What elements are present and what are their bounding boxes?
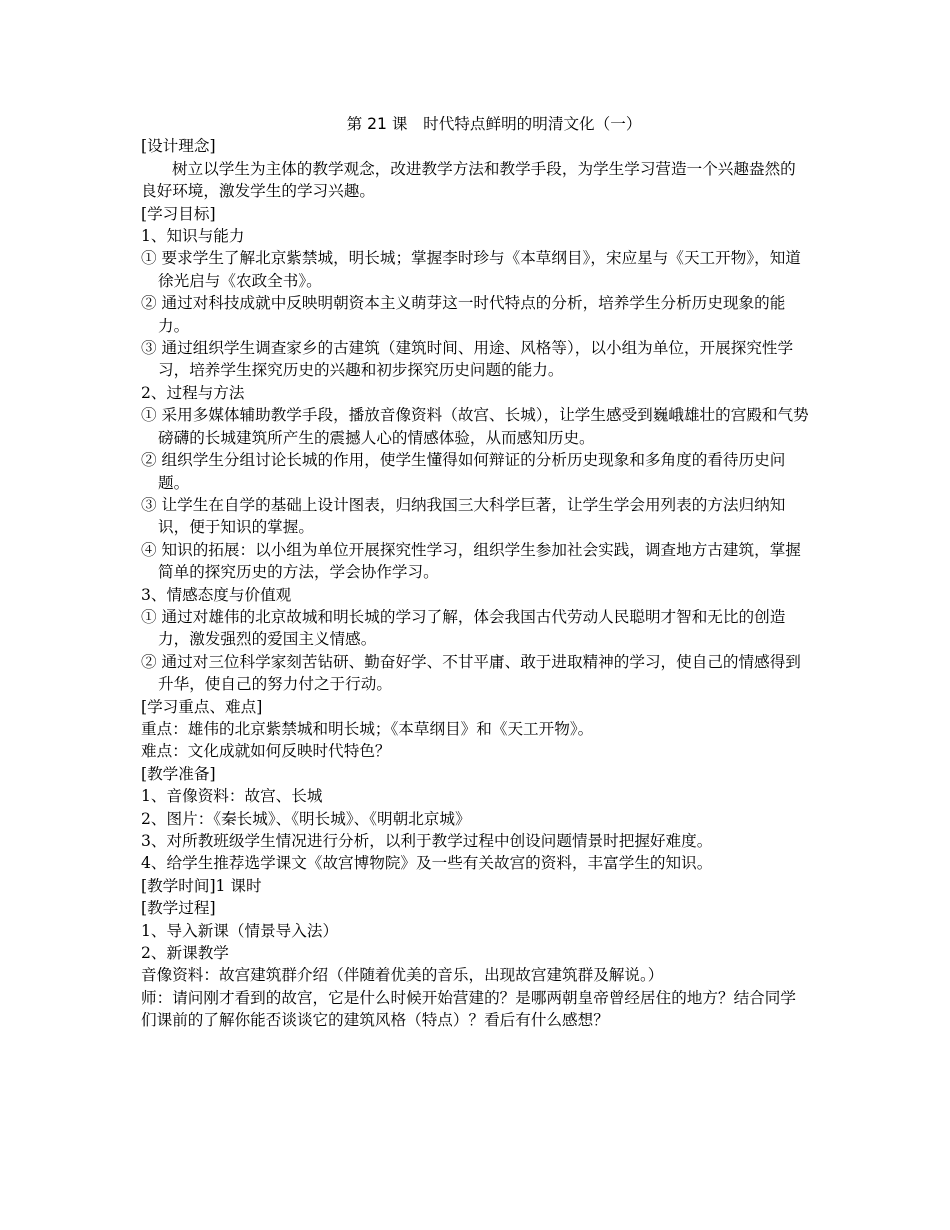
process-item: 音像资料：故宫建筑群介绍（伴随着优美的音乐，出现故宫建筑群及解说。） [141,966,664,985]
goal2-item: ③ 让学生在自学的基础上设计图表，归纳我国三大科学巨著，让学生学会用列表的方法归纳知识，便于知识的掌握。 [141,495,786,537]
design-idea-text: 树立以学生为主体的教学观念，改进教学方法和教学手段，为学生学习营造一个兴趣盎然的良好环境，激发学生的学习兴趣。 [141,159,796,201]
goals-heading: [学习目标] [141,204,216,223]
goal2-heading: 2、过程与方法 [141,383,245,402]
goal2-item: ④ 知识的拓展：以小组为单位开展探究性学习，组织学生参加社会实践，调查地方古建筑，掌握简单的探究历史的方法，学会协作学习。 [141,540,801,582]
goal3-item: ② 通过对三位科学家刻苦钻研、勤奋好学、不甘平庸、敢于进取精神的学习，使自己的情感得到升华，使自己的努力付之于行动。 [141,652,801,694]
time-line: [教学时间]1 课时 [141,876,262,895]
prep-heading: [教学准备] [141,764,216,783]
prep-item: 3、对所教班级学生情况进行分析，以利于教学过程中创设问题情景时把握好难度。 [141,832,713,850]
goal1-heading: 1、知识与能力 [141,227,245,246]
goal1-item: ① 要求学生了解北京紫禁城，明长城；掌握李时珍与《本草纲目》，宋应星与《天工开物》，知道徐光启与《农政全书》。 [141,249,801,290]
key-point: 重点：雄伟的北京紫禁城和明长城；《本草纲目》和《天工开物》。 [141,719,594,738]
goal1-item: ③ 通过组织学生调查家乡的古建筑（建筑时间、用途、风格等），以小组为单位，开展探究性学习，培养学生探究历史的兴趣和初步探究历史问题的能力。 [141,339,794,380]
prep-item: 2、图片：《秦长城》、《明长城》、《明朝北京城》 [141,809,471,828]
design-idea-heading: [设计理念] [141,137,216,156]
goal3-heading: 3、情感态度与价值观 [141,585,292,604]
goal3-item: ① 通过对雄伟的北京故城和明长城的学习了解，体会我国古代劳动人民聪明才智和无比的创造力，激发强烈的爱国主义情感。 [141,607,786,649]
page-title: 第 21 课 时代特点鲜明的明清文化（一） [346,115,642,133]
key-heading: [学习重点、难点] [141,697,263,716]
difficult-point: 难点：文化成就如何反映时代特色？ [141,742,391,761]
process-item: 1、导入新课（情景导入法） [141,921,339,940]
process-item: 师：请问刚才看到的故宫，它是什么时候开始营建的？是哪两朝皇帝曾经居住的地方？结合同学们课前的了解你能否谈谈它的建筑风格（特点）？看后有什么感想？ [141,988,796,1030]
prep-item: 4、给学生推荐选学课文《故宫博物院》及一些有关故宫的资料，丰富学生的知识。 [141,854,713,873]
document-page [141,113,809,1032]
process-heading: [教学过程] [141,899,216,918]
goal2-item: ① 采用多媒体辅助教学手段，播放音像资料（故宫、长城），让学生感受到巍峨雄壮的宫殿和气势磅礴的长城建筑所产生的震撼人心的情感体验，从而感知历史。 [141,406,809,447]
goal1-item: ② 通过对科技成就中反映明朝资本主义萌芽这一时代特点的分析，培养学生分析历史现象的能力。 [141,294,786,335]
prep-item: 1、音像资料：故宫、长城 [141,787,323,806]
process-item: 2、新课教学 [141,944,229,963]
goal2-item: ② 组织学生分组讨论长城的作用，使学生懂得如何辩证的分析历史现象和多角度的看待历史问题。 [141,451,786,492]
